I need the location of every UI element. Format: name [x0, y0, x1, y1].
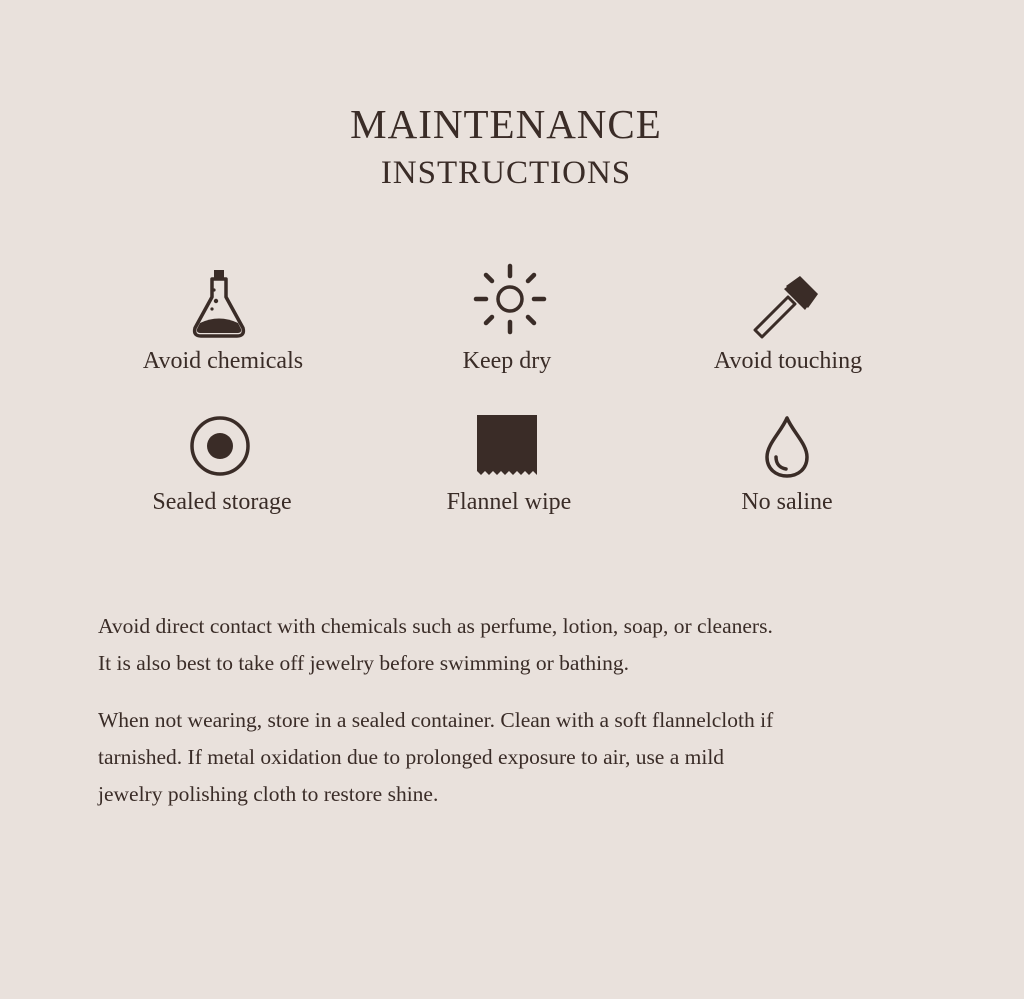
- paragraph-line: It is also best to take off jewelry before swimming or bathing.: [98, 651, 630, 675]
- care-paragraph-1: [98, 608, 958, 682]
- paragraph-line: Avoid direct contact with chemicals such as perfume, lotion, soap, or cleaners.: [98, 614, 773, 638]
- label-avoid-touching: Avoid touching: [713, 348, 863, 374]
- title-line-2: INSTRUCTIONS: [380, 155, 632, 191]
- sealed-circle-icon: [188, 414, 252, 478]
- sun-icon: [472, 262, 548, 336]
- paragraph-line: When not wearing, store in a sealed container. Clean with a soft flannelcloth if: [98, 708, 774, 732]
- chemical-flask-icon: [190, 268, 250, 340]
- label-avoid-chemicals: Avoid chemicals: [142, 348, 304, 374]
- hammer-icon: [750, 272, 822, 340]
- label-no-saline: No saline: [741, 489, 833, 515]
- title-line-1: MAINTENANCE: [350, 101, 662, 147]
- care-paragraph-2: [98, 702, 958, 813]
- water-drop-icon: [762, 414, 812, 480]
- label-flannel-wipe: Flannel wipe: [446, 489, 572, 515]
- paragraph-line: jewelry polishing cloth to restore shine.: [98, 782, 439, 806]
- paragraph-line: tarnished. If metal oxidation due to prolonged exposure to air, use a mild: [98, 745, 725, 769]
- flannel-cloth-icon: [476, 414, 538, 476]
- label-sealed-storage: Sealed storage: [152, 489, 292, 515]
- label-keep-dry: Keep dry: [462, 348, 552, 374]
